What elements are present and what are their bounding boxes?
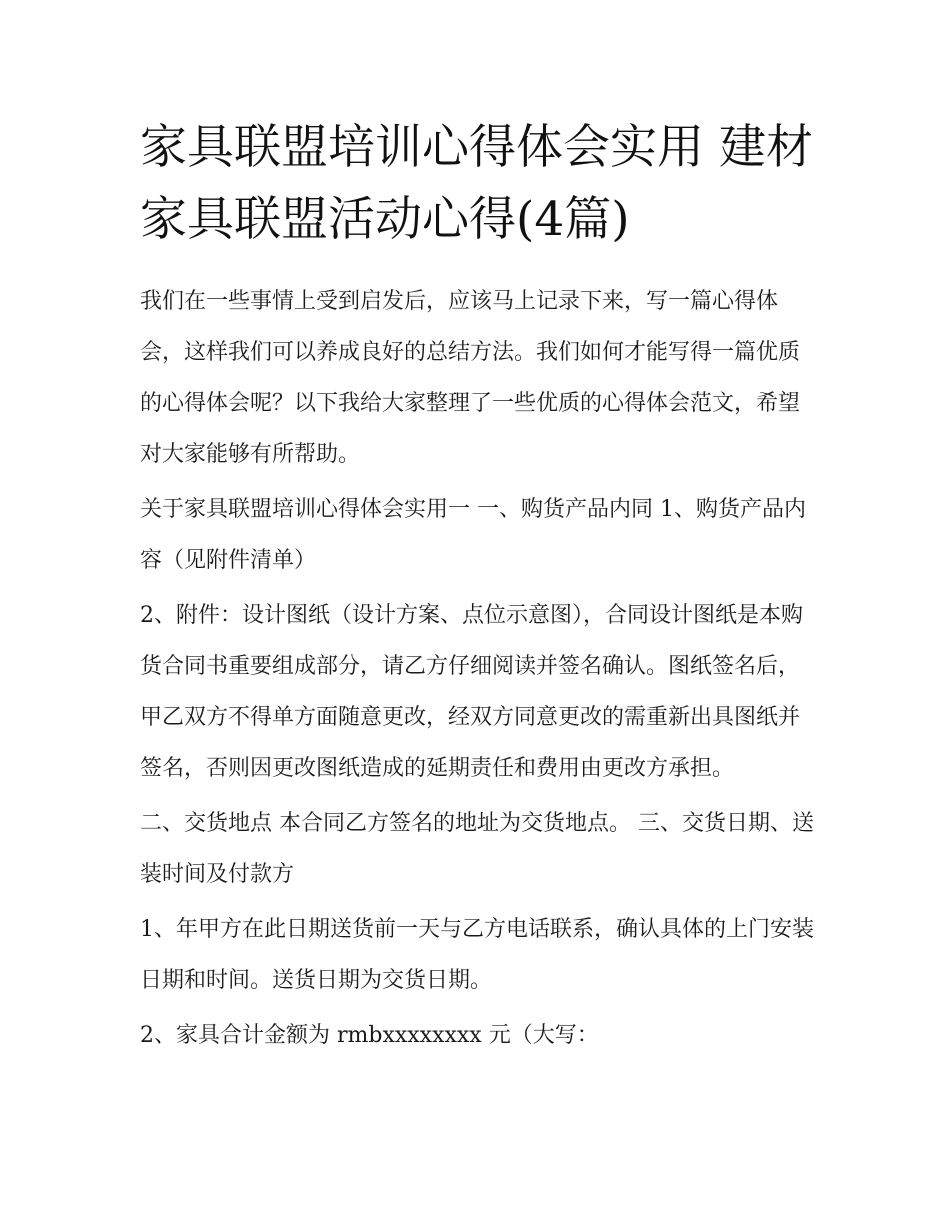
paragraph-attachment: 2、附件：设计图纸（设计方案、点位示意图），合同设计图纸是本购货合同书重要组成部分，请乙方仔细阅读并签名确认。图纸签名后，甲乙双方不得单方面随意更改，经双方同意更改的需重新出具图纸并签名，否则因更改图纸造成的延期责任和费用由更改方承担。 (140, 603, 803, 781)
paragraph-delivery-date: 1、年甲方在此日期送货前一天与乙方电话联系，确认具体的上门安装日期和时间。送货日期为交货日期。 (140, 917, 814, 993)
document-page (140, 112, 820, 1065)
paragraph-amount: 2、家具合计金额为 rmbxxxxxxxx 元（大写： (140, 1023, 599, 1048)
paragraph-delivery-location: 二、交货地点 本合同乙方签名的地址为交货地点。 三、交货日期、送装时间及付款方 (140, 811, 814, 887)
document-title: 家具联盟培训心得体会实用 建材家具联盟活动心得(4篇) (140, 120, 813, 247)
paragraph-intro: 我们在一些事情上受到启发后，应该马上记录下来，写一篇心得体会，这样我们可以养成良好的总结方法。我们如何才能写得一篇优质的心得体会呢？以下我给大家整理了一些优质的心得体会范文，希望对大家能够有所帮助。 (140, 289, 801, 467)
paragraph-section-1: 关于家具联盟培训心得体会实用一 一、购货产品内同 1、购货产品内容（见附件清单） (140, 497, 806, 573)
